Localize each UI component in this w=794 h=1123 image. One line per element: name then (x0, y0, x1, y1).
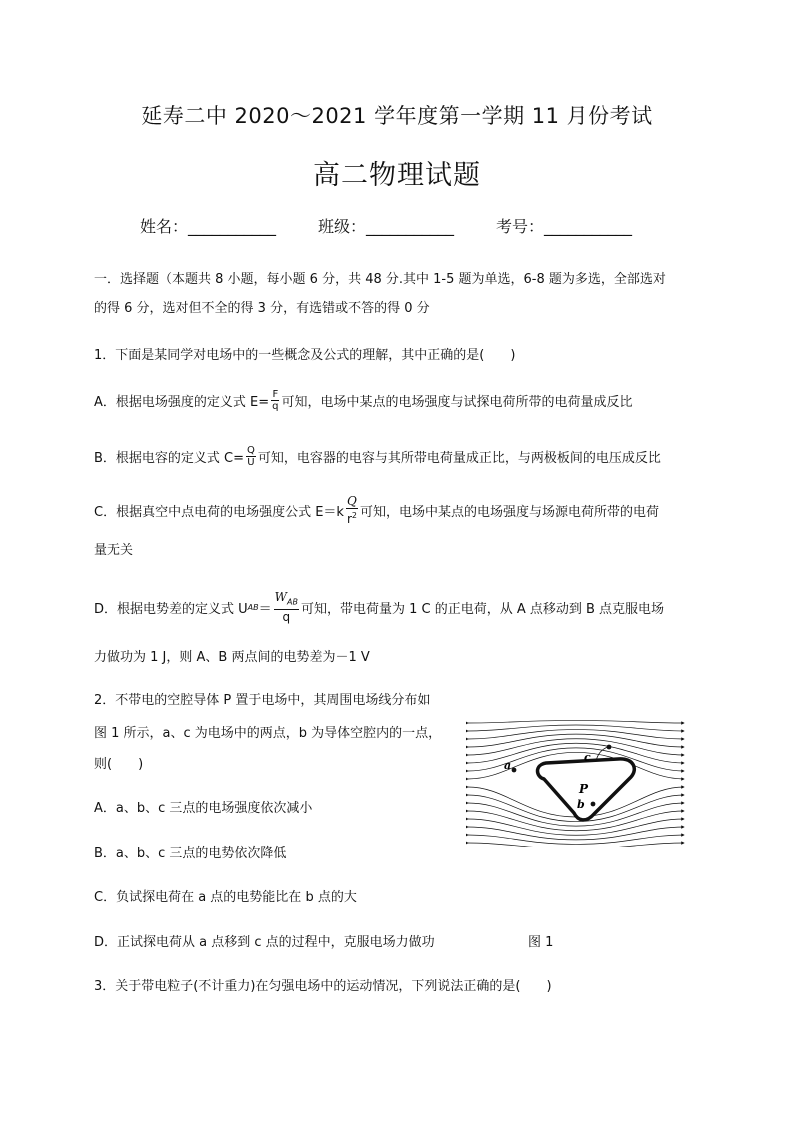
q1-option-a (94, 385, 633, 415)
exam-subtitle: 高二物理试题 (313, 160, 481, 191)
field-line (468, 734, 684, 747)
class-blank: ___________ (366, 217, 455, 236)
q1-stem: 1．下面是某同学对电场中的一些概念及公式的理解，其中正确的是( ) (94, 348, 516, 363)
q1-c-fraction (346, 494, 358, 526)
field-line (468, 827, 684, 840)
figure-label-c: c (584, 751, 591, 764)
q1-d-line2: 力做功为 1 J，则 A、B 两点间的电势差为－1 V (94, 650, 370, 665)
section-intro-line1: 一．选择题（本题共 8 小题，每小题 6 分，共 48 分.其中 1-5 题为单选，6-8 题为多选，全部选对 (94, 272, 666, 287)
q1-option-d (94, 590, 664, 624)
q1-c-den: r (346, 512, 352, 526)
q1-a-den: q (272, 400, 279, 412)
q1-d-num: W (274, 589, 287, 604)
q1-c-num: Q (347, 494, 357, 508)
field-line (468, 725, 684, 731)
exam-no-field (496, 214, 632, 237)
q1-a-fraction (271, 389, 279, 412)
q1-a-num: F (272, 388, 279, 400)
q1-c-sup: 2 (351, 511, 357, 520)
exam-no-blank: ___________ (544, 217, 633, 236)
q1-option-b (94, 441, 661, 471)
q2-stem-line1: 2．不带电的空腔导体 P 置于电场中，其周围电场线分布如 (94, 693, 431, 708)
name-label: 姓名： (140, 217, 189, 236)
q2-option-d: D．正试探电荷从 a 点移到 c 点的过程中，克服电场力做功 (94, 935, 435, 950)
q1-d-num-sub: AB (287, 597, 298, 607)
q1-option-c (94, 494, 659, 526)
point-b (591, 802, 596, 807)
q3-stem: 3．关于带电粒子(不计重力)在匀强电场中的运动情况，下列说法正确的是( ) (94, 979, 552, 994)
field-line (468, 843, 684, 847)
q1-b-fraction (246, 445, 256, 468)
point-a (512, 768, 517, 773)
field-line (468, 720, 684, 723)
exam-no-label: 考号： (496, 217, 545, 236)
q1-a-post: 可知，电场中某点的电场强度与试探电荷所带的电荷量成反比 (281, 394, 633, 410)
q1-b-den: U (247, 456, 255, 468)
q2-option-b: B．a、b、c 三点的电势依次降低 (94, 846, 287, 861)
name-field (140, 214, 276, 237)
q2-stem-line2: 图 1 所示，a、c 为电场中的两点，b 为导体空腔内的一点， (94, 726, 442, 741)
name-blank: ___________ (188, 217, 277, 236)
figure-label-b: b (577, 798, 585, 811)
q1-b-post: 可知，电容器的电容与其所带电荷量成正比，与两极板间的电压成反比 (257, 450, 661, 466)
figure-label-a: a (504, 759, 512, 772)
class-label: 班级： (318, 217, 367, 236)
q1-b-pre: B．根据电容的定义式 C= (94, 450, 245, 466)
q1-d-eq: ＝ (258, 601, 272, 617)
class-field (318, 214, 454, 237)
q2-option-a: A．a、b、c 三点的电场强度依次减小 (94, 801, 313, 816)
q1-a-pre: A．根据电场强度的定义式 E= (94, 394, 270, 410)
exam-title: 延寿二中 2020～2021 学年度第一学期 11 月份考试 (141, 104, 653, 128)
q1-c-line2: 量无关 (94, 543, 134, 558)
q1-b-num: Q (247, 444, 255, 456)
q1-d-den: q (282, 610, 291, 625)
figure-label-p: P (579, 782, 589, 796)
section-intro-line2: 的得 6 分，选对但不全的得 3 分，有选错或不答的得 0 分 (94, 301, 430, 316)
q2-stem-line3: 则( ) (94, 757, 144, 772)
figure-1-field-lines (466, 717, 686, 847)
q1-d-fraction (274, 590, 299, 624)
q1-c-pre: C．根据真空中点电荷的电场强度公式 E＝k (94, 504, 344, 520)
figure-caption: 图 1 (528, 935, 554, 950)
point-c (607, 745, 612, 750)
q2-option-c: C．负试探电荷在 a 点的电势能比在 b 点的大 (94, 890, 357, 905)
q1-c-post: 可知，电场中某点的电场强度与场源电荷所带的电荷 (359, 504, 659, 520)
q1-d-post: 可知，带电荷量为 1 C 的正电荷，从 A 点移动到 B 点克服电场 (300, 601, 665, 617)
q1-d-sub: AB (247, 602, 259, 612)
q1-d-pre: D．根据电势差的定义式 U (94, 601, 248, 617)
